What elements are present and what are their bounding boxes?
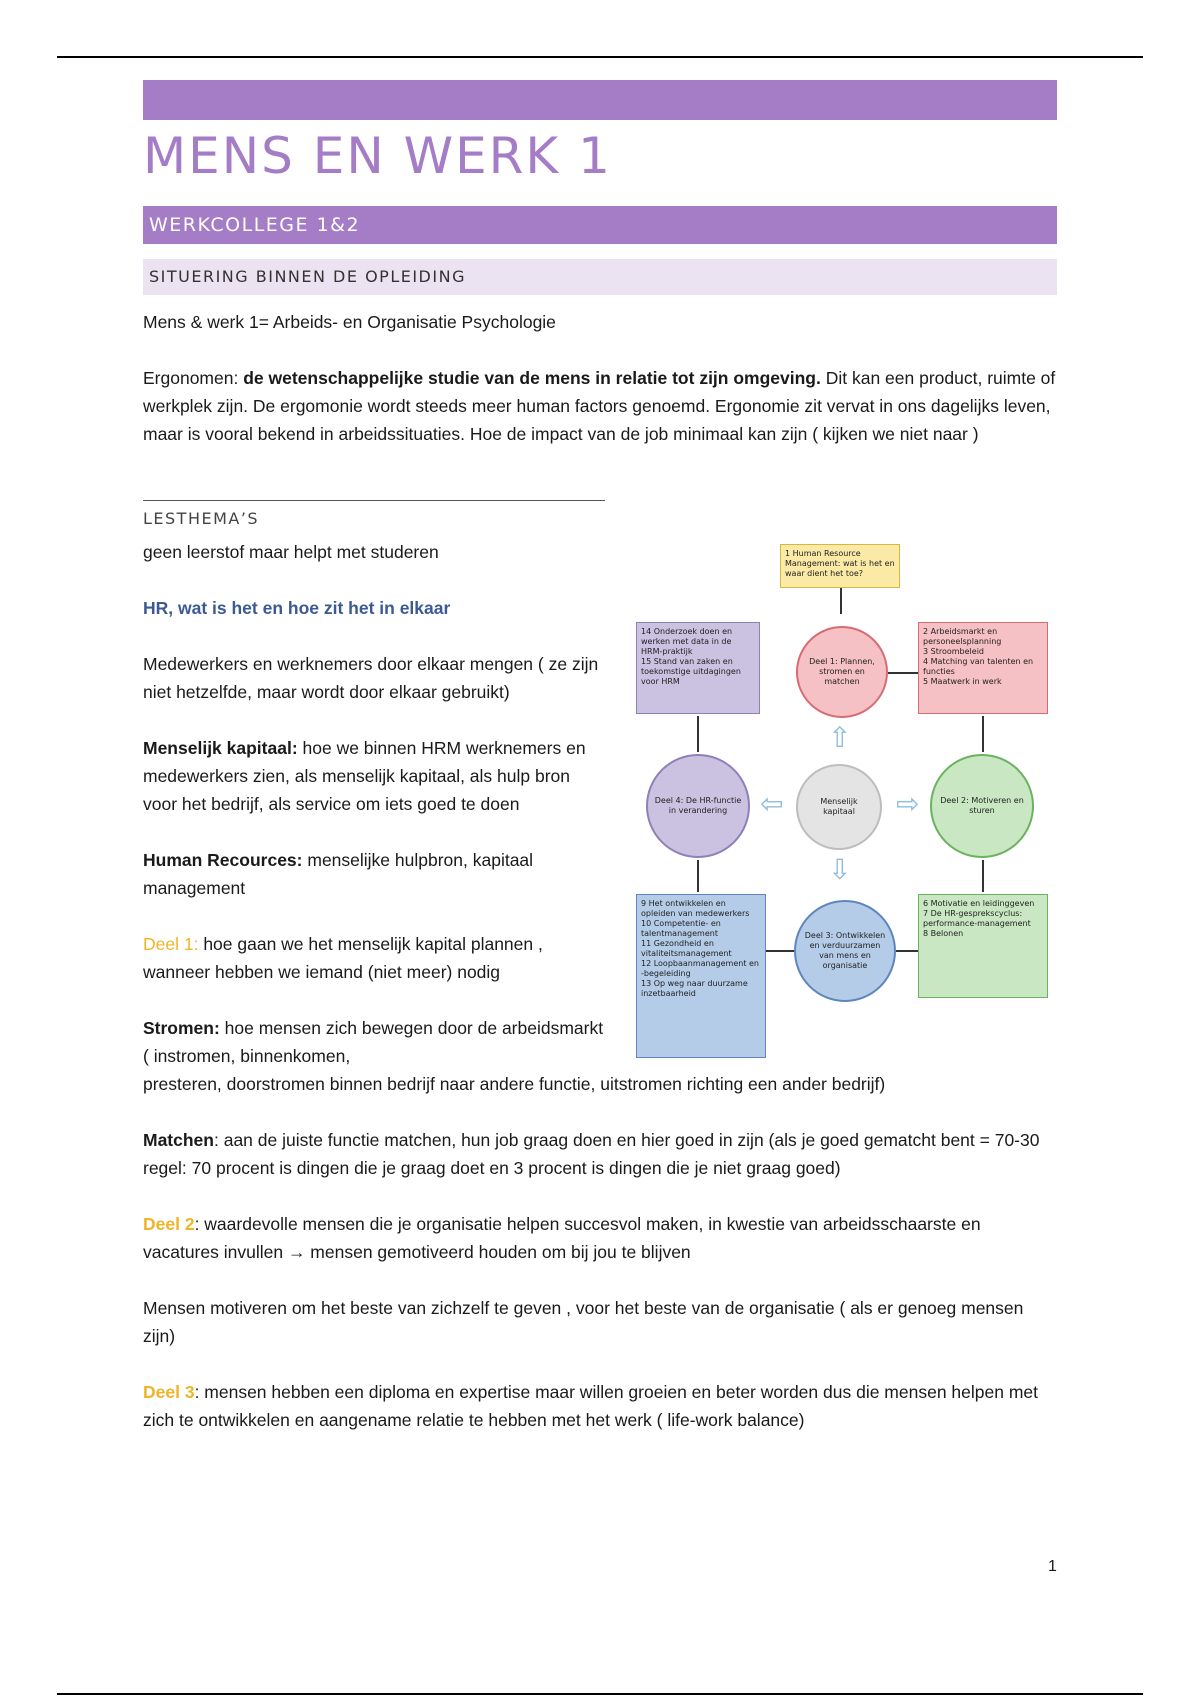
- arrow-up-left: [697, 716, 699, 752]
- motiveren-paragraph: Mensen motiveren om het beste van zichzelf te geven , voor het beste van de organisatie ( als er genoeg mensen zijn): [143, 1298, 1024, 1346]
- arrow-left-1: [766, 950, 794, 952]
- human-recources-label: Human Recources:: [143, 850, 303, 870]
- block-arrow-up-icon: ⇧: [828, 722, 852, 753]
- top-rule: [57, 56, 1143, 58]
- diagram-circle-deel1: Deel 1: Plannen, stromen en matchen: [796, 626, 888, 718]
- deel1-text: hoe gaan we het menselijk kapital plannen , wanneer hebben we iemand (niet meer) nodig: [143, 934, 543, 982]
- matchen-label: Matchen: [143, 1130, 214, 1150]
- heading-werkcollege: WERKCOLLEGE 1&2: [143, 206, 1057, 244]
- deel1-paragraph: [143, 930, 605, 986]
- arrow-right-1: [888, 672, 918, 674]
- block-arrow-left-icon: ⇦: [760, 788, 784, 819]
- hrm-diagram: [630, 540, 1060, 1070]
- medewerkers-paragraph: Medewerkers en werknemers door elkaar mengen ( ze zijn niet hetzelfde, maar wordt door elkaar gebruikt): [143, 654, 599, 702]
- human-recources-text: menselijke hulpbron, kapitaal management: [143, 850, 534, 898]
- deel2-text: : waardevolle mensen die je organisatie helpen succesvol maken, in kwestie van arbeidsschaarste en vacatures invullen → mensen gemotiveerd houden om bij jou te blijven: [143, 1214, 981, 1262]
- diagram-box-deel4: 14 Onderzoek doen en werken met data in de HRM-praktijk 15 Stand van zaken en toekomstige uitdagingen voor HRM: [636, 622, 760, 714]
- arrow-down-right: [982, 716, 984, 752]
- hr-subheading: HR, wat is het en hoe zit het in elkaar: [143, 598, 451, 618]
- stromen-paragraph: [143, 1014, 605, 1070]
- ergonomen-paragraph: [143, 364, 1057, 448]
- ergonomen-definition: de wetenschappelijke studie van de mens in relatie tot zijn omgeving.: [243, 368, 821, 388]
- bottom-rule: [57, 1693, 1143, 1695]
- diagram-circle-deel3: Deel 3: Ontwikkelen en verduurzamen van mens en organisatie: [794, 900, 896, 1002]
- heading-situering: SITUERING BINNEN DE OPLEIDING: [143, 259, 1057, 295]
- menselijk-kapitaal-paragraph: [143, 734, 605, 818]
- page-title: MENS EN WERK 1: [143, 127, 612, 185]
- matchen-paragraph: [143, 1126, 1057, 1182]
- human-recources-paragraph: [143, 846, 605, 902]
- deel3-text: : mensen hebben een diploma en expertise maar willen groeien en beter worden dus die mensen helpen met zich te ontwikkelen en aangename relatie te hebben met het werk ( life-work balance): [143, 1382, 1039, 1430]
- deel2-paragraph: [143, 1210, 1057, 1266]
- lesthemas-heading-block: [143, 500, 605, 528]
- deel3-label: Deel 3: [143, 1382, 195, 1402]
- matchen-text: : aan de juiste functie matchen, hun job graag doen en hier goed in zijn (als je goed gematcht bent = 70-30 regel: 70 procent is dingen die je graag doet en 3 procent is dingen die je niet graag goed): [143, 1130, 1040, 1178]
- arrow-down-1: [840, 588, 842, 614]
- left-column: [143, 538, 605, 1070]
- title-band: [143, 80, 1057, 120]
- arrow-down-right-2: [982, 860, 984, 892]
- diagram-circle-deel4: Deel 4: De HR-functie in verandering: [646, 754, 750, 858]
- ergonomen-label: Ergonomen:: [143, 368, 244, 388]
- intro-paragraph: Mens & werk 1= Arbeids- en Organisatie Psychologie: [143, 312, 556, 332]
- stromen-label: Stromen:: [143, 1018, 220, 1038]
- block-arrow-down-icon: ⇩: [828, 854, 852, 885]
- diagram-box-deel1: 2 Arbeidsmarkt en personeelsplanning 3 Stroombeleid 4 Matching van talenten en functies 5 Maatwerk in werk: [918, 622, 1048, 714]
- heading-lesthemas: LESTHEMA’S: [143, 509, 260, 528]
- diagram-box-deel2: 6 Motivatie en leidinggeven 7 De HR-gesprekscyclus: performance-management 8 Belonen: [918, 894, 1048, 998]
- arrow-up-left-2: [697, 860, 699, 892]
- stromen-paragraph-continued: presteren, doorstromen binnen bedrijf naar andere functie, uitstromen richting een ander bedrijf): [143, 1074, 886, 1094]
- stromen-text: hoe mensen zich bewegen door de arbeidsmarkt ( instromen, binnenkomen,: [143, 1018, 604, 1066]
- deel2-label: Deel 2: [143, 1214, 195, 1234]
- lesthema-note: geen leerstof maar helpt met studeren: [143, 542, 439, 562]
- deel1-label: Deel 1:: [143, 934, 199, 954]
- diagram-box-deel3: 9 Het ontwikkelen en opleiden van medewerkers 10 Competentie- en talentmanagement 11 Gezondheid en vitaliteitsmanagement 12 Loopbaanmanagement en -begeleiding 13 Op weg naar duurzame inzetbaarheid: [636, 894, 766, 1058]
- diagram-circle-deel2: Deel 2: Motiveren en sturen: [930, 754, 1034, 858]
- menselijk-kapitaal-text: hoe we binnen HRM werknemers en medewerkers zien, als menselijk kapitaal, als hulp bron voor het bedrijf, als service om iets goed te doen: [143, 738, 586, 814]
- diagram-circle-center: Menselijk kapitaal: [796, 764, 882, 850]
- arrow-left-2: [896, 950, 918, 952]
- menselijk-kapitaal-label: Menselijk kapitaal:: [143, 738, 298, 758]
- ergonomen-text: Dit kan een product, ruimte of werkplek zijn. De ergomonie wordt steeds meer human factors genoemd. Ergonomie zit vervat in ons dagelijks leven, maar is vooral bekend in arbeidssituaties. Hoe de impact van de job minimaal kan zijn ( kijken we niet naar ): [143, 368, 1056, 444]
- diagram-box-hrm: 1 Human Resource Management: wat is het en waar dient het toe?: [780, 544, 900, 588]
- deel3-paragraph: [143, 1378, 1057, 1434]
- block-arrow-right-icon: ⇨: [896, 788, 920, 819]
- page-number: 1: [1048, 1558, 1057, 1575]
